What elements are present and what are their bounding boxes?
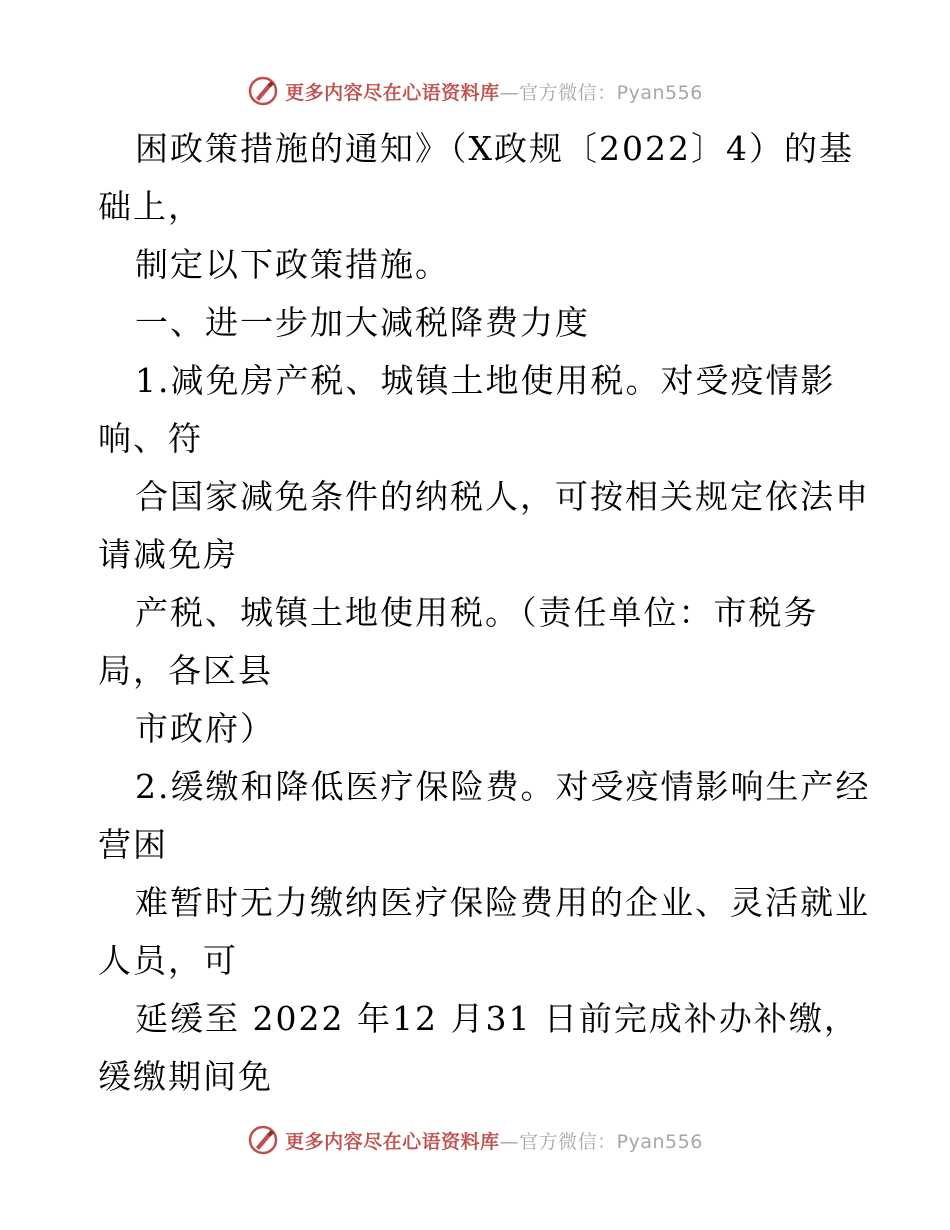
section-heading: 一、进一步加大减税降费力度 <box>135 303 590 342</box>
text-line: 缓缴期间免 <box>98 1057 273 1096</box>
watermark-contact-text: —官方微信：Pyan556 <box>499 1130 703 1153</box>
pen-logo-icon <box>247 1124 279 1156</box>
text-line: 产税、城镇土地使用税。（责任单位：市税务 <box>135 593 819 632</box>
footer-watermark <box>0 1120 950 1160</box>
text-line: 制定以下政策措施。 <box>135 245 450 284</box>
pen-logo-icon <box>247 75 279 107</box>
text-line: 础上， <box>98 187 203 226</box>
text-line: 困政策措施的通知》（X政规〔2022〕4）的基 <box>135 129 854 168</box>
text-line: 难暂时无力缴纳医疗保险费用的企业、灵活就业 <box>135 883 870 922</box>
text-line: 延缓至 2022 年12 月31 日前完成补办补缴， <box>135 999 859 1038</box>
text-line: 营困 <box>98 825 168 864</box>
text-line: 响、符 <box>98 419 203 458</box>
text-line: 请减免房 <box>98 535 238 574</box>
text-line: 人员，可 <box>98 941 238 980</box>
header-watermark <box>0 71 950 111</box>
text-line: 市政府） <box>135 709 275 748</box>
text-line: 局，各区县 <box>98 651 273 690</box>
document-body <box>98 120 871 1106</box>
text-line: 2.缓缴和降低医疗保险费。对受疫情影响生产经 <box>135 767 871 806</box>
watermark-promo-text: 更多内容尽在心语资料库 <box>285 81 500 104</box>
text-line: 1.减免房产税、城镇土地使用税。对受疫情影 <box>135 361 836 400</box>
watermark-promo-text: 更多内容尽在心语资料库 <box>285 1130 500 1153</box>
text-line: 合国家减免条件的纳税人，可按相关规定依法申 <box>135 477 870 516</box>
watermark-contact-text: —官方微信：Pyan556 <box>499 81 703 104</box>
